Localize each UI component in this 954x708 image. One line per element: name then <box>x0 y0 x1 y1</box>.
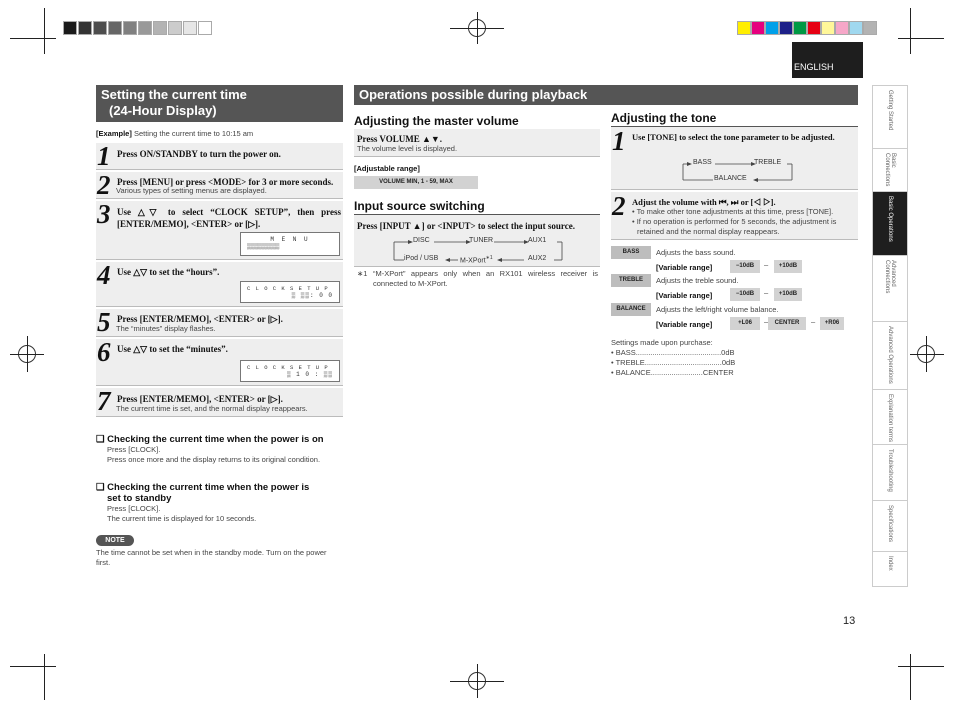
note-badge: NOTE <box>96 535 134 546</box>
step-text: Use △▽ to set the “minutes”. <box>117 344 228 354</box>
title-line-1: Setting the current time <box>101 87 247 102</box>
check-line-2: Press once more and the display returns to its original condition. <box>107 455 321 464</box>
lcd-display-minutes <box>240 360 340 382</box>
param-range-separator: – <box>764 260 769 269</box>
color-swatch <box>807 21 821 35</box>
param-name: BALANCE <box>611 303 651 316</box>
source-tuner: TUNER <box>469 237 494 244</box>
lcd-line-1: M E N U <box>270 236 310 243</box>
side-tab[interactable] <box>872 552 908 587</box>
footnote-text <box>373 269 598 289</box>
lcd-line-2: ▒ 1 0 : ▒▒ <box>286 371 333 378</box>
param-range-min: +L06 <box>730 317 760 330</box>
tone-bass: BASS <box>693 159 712 166</box>
side-tab[interactable] <box>872 322 908 390</box>
check-line-1: Press [CLOCK]. <box>107 445 161 454</box>
step-text: Use △▽ to set the “hours”. <box>117 267 220 277</box>
crop-mark <box>477 12 478 44</box>
color-swatch <box>751 21 765 35</box>
lcd-display-menu <box>240 232 340 256</box>
source-aux2: AUX2 <box>528 255 547 262</box>
param-desc: Adjusts the left/right volume balance. <box>656 305 779 314</box>
side-tab-label: Index <box>887 556 893 571</box>
side-tab-label: Specifications <box>887 505 893 543</box>
example-label: [Example] <box>96 129 132 138</box>
source-aux1: AUX1 <box>528 237 547 244</box>
gray-swatch <box>123 21 137 35</box>
title-line-2: (24-Hour Display) <box>109 103 217 118</box>
gray-swatch <box>138 21 152 35</box>
crop-mark <box>10 666 56 667</box>
side-tab-label: Advanced Operations <box>887 326 893 384</box>
side-tab[interactable] <box>872 501 908 552</box>
side-tab-label: Basic Operations <box>887 196 893 242</box>
section-title-current-time <box>96 85 343 122</box>
crop-mark <box>898 666 944 667</box>
color-swatch <box>821 21 835 35</box>
crop-mark <box>898 38 944 39</box>
tone-step-2-notes <box>632 207 856 237</box>
side-tab-label: Troubleshooting <box>887 449 893 492</box>
tone-step-1-text: Use [TONE] to select the tone parameter to be adjusted. <box>632 132 835 142</box>
gray-swatch <box>198 21 212 35</box>
step-note: The current time is set, and the normal display reappears. <box>116 404 308 413</box>
color-swatch <box>863 21 877 35</box>
crop-mark <box>910 654 911 700</box>
color-swatch <box>849 21 863 35</box>
step-number: 5 <box>97 307 111 337</box>
check-line-2: The current time is displayed for 10 seconds. <box>107 514 257 523</box>
subheading-input-source: Input source switching <box>354 199 600 215</box>
lcd-line-2: ▒ ▒▒: 0 0 <box>291 292 333 299</box>
side-tab-label: Advanced Connections <box>884 260 896 294</box>
param-desc: Adjusts the treble sound. <box>656 276 739 285</box>
footnote-line-1: “M-XPort” appears only when an RX101 wireless receiver is <box>373 269 598 278</box>
color-swatch <box>779 21 793 35</box>
tone-note-2: • If no operation is performed for 5 seconds, the adjustment is <box>632 217 837 226</box>
gray-swatch <box>93 21 107 35</box>
param-range-separator: – <box>811 317 816 326</box>
gray-swatch <box>153 21 167 35</box>
example-text: Setting the current time to 10:15 am <box>133 129 254 138</box>
step-number: 1 <box>612 126 626 156</box>
note-line-2: first. <box>96 558 111 567</box>
param-range-min: −10dB <box>730 288 760 301</box>
param-range-max: +10dB <box>774 288 802 301</box>
param-range-label: [Variable range] <box>656 291 713 300</box>
side-tab[interactable] <box>872 85 908 149</box>
adjustable-range-label: [Adjustable range] <box>354 164 420 173</box>
language-tab: ENGLISH <box>792 42 863 78</box>
step-note: The “minutes” display flashes. <box>116 324 216 333</box>
step-number: 4 <box>97 260 111 290</box>
lcd-line-1: C L O C K S E T U P <box>247 285 329 292</box>
example-line <box>96 129 343 139</box>
crop-mark <box>44 654 45 700</box>
side-tab[interactable] <box>872 192 908 256</box>
check-title-2: set to standby <box>107 493 172 504</box>
note-line-1: The time cannot be set when in the standby mode. Turn on the power <box>96 548 327 557</box>
crop-mark <box>27 336 28 372</box>
check-title: ❑ Checking the current time when the power is on <box>96 434 324 445</box>
check-title: ❑ Checking the current time when the power is <box>96 482 310 493</box>
default-bass: • BASS.........................................0dB <box>611 348 735 357</box>
step-number: 6 <box>97 337 111 367</box>
defaults-title: Settings made upon purchase: <box>611 338 713 347</box>
side-tab-label: Getting Started <box>887 90 893 131</box>
source-mxport <box>460 255 493 264</box>
step-number: 7 <box>97 386 111 416</box>
param-name: TREBLE <box>611 274 651 287</box>
input-instruction: Press [INPUT ▲] or <INPUT> to select the input source. <box>357 221 575 231</box>
check-line-1: Press [CLOCK]. <box>107 504 161 513</box>
crop-mark <box>10 38 56 39</box>
footnote-line-2: connected to M-XPort. <box>373 279 448 288</box>
side-tab-label: Basic Connections <box>884 153 896 187</box>
param-desc: Adjusts the bass sound. <box>656 248 736 257</box>
side-tab[interactable] <box>872 149 908 192</box>
tone-step-2-text: Adjust the volume with ⏮, ⏭ or [◁ ▷]. <box>632 197 776 207</box>
lcd-line-2: ▒▒▒▒▒▒▒▒▒ <box>247 243 280 250</box>
page-number: 13 <box>843 615 856 627</box>
side-tab[interactable] <box>872 390 908 445</box>
param-range-max: +10dB <box>774 260 802 273</box>
lcd-line-1: C L O C K S E T U P <box>247 364 329 371</box>
side-tab-label: Explanation terms <box>887 394 893 443</box>
crop-mark <box>910 8 911 54</box>
check-power-on <box>96 434 346 465</box>
color-swatch <box>793 21 807 35</box>
param-range-max: +R06 <box>820 317 844 330</box>
volume-note: The volume level is displayed. <box>357 144 458 153</box>
crop-mark <box>926 336 927 372</box>
gray-swatch <box>108 21 122 35</box>
footnote-mark: ∗1 <box>357 269 368 278</box>
adjustable-range-value: VOLUME MIN, 1 - 59, MAX <box>354 176 478 189</box>
param-range-label: [Variable range] <box>656 320 713 329</box>
section-title-playback: Operations possible during playback <box>354 85 858 105</box>
tone-balance: BALANCE <box>714 175 747 182</box>
crop-mark <box>477 664 478 698</box>
step-text: Use △▽ to select “CLOCK SETUP”, then press [ENTER/MEMO], <ENTER> or [▷]. <box>117 207 341 229</box>
param-range-separator: – <box>764 317 769 326</box>
default-balance: • BALANCE.........................CENTER <box>611 368 734 377</box>
side-tab[interactable] <box>872 256 908 322</box>
step-number: 2 <box>97 170 111 200</box>
source-mxport-mark: ∗1 <box>485 255 493 261</box>
step-text: Press [ENTER/MEMO], <ENTER> or [▷]. <box>117 314 283 324</box>
crop-mark <box>44 8 45 54</box>
step-text: Press [ENTER/MEMO], <ENTER> or [▷]. <box>117 394 283 404</box>
subheading-tone: Adjusting the tone <box>611 111 858 127</box>
param-name: BASS <box>611 246 651 259</box>
color-swatch <box>765 21 779 35</box>
volume-instruction: Press VOLUME ▲▼. <box>357 134 443 144</box>
crop-mark <box>910 354 944 355</box>
gray-swatch <box>63 21 77 35</box>
tone-note-3: retained and the normal display reappears. <box>637 227 780 236</box>
param-range-mid: CENTER <box>768 317 806 330</box>
color-swatch <box>835 21 849 35</box>
step-number: 2 <box>612 191 626 221</box>
param-range-separator: – <box>764 288 769 297</box>
color-swatch <box>737 21 751 35</box>
step-note: Various types of setting menus are displayed. <box>116 186 267 195</box>
gray-swatch <box>183 21 197 35</box>
param-range-min: −10dB <box>730 260 760 273</box>
step-text: Press ON/STANDBY to turn the power on. <box>117 149 281 159</box>
subheading-master-volume: Adjusting the master volume <box>354 114 600 130</box>
lcd-display-hours <box>240 281 340 303</box>
source-mxport-label: M-XPort <box>460 257 486 265</box>
default-treble: • TREBLE.....................................0dB <box>611 358 736 367</box>
source-disc: DISC <box>413 237 430 244</box>
tone-treble: TREBLE <box>754 159 782 166</box>
check-standby <box>96 482 346 524</box>
side-tab[interactable] <box>872 445 908 501</box>
source-ipod-usb: iPod / USB <box>404 255 439 262</box>
param-range-label: [Variable range] <box>656 263 713 272</box>
tone-cycle-diagram <box>611 154 858 188</box>
gray-swatch <box>168 21 182 35</box>
note-text <box>96 548 346 568</box>
gray-swatch <box>78 21 92 35</box>
step-number: 3 <box>97 199 111 229</box>
step-number: 1 <box>97 141 111 171</box>
tone-note-1: • To make other tone adjustments at this time, press [TONE]. <box>632 207 834 216</box>
defaults-block <box>611 338 858 378</box>
step-text: Press [MENU] or press <MODE> for 3 or more seconds. <box>117 177 334 187</box>
